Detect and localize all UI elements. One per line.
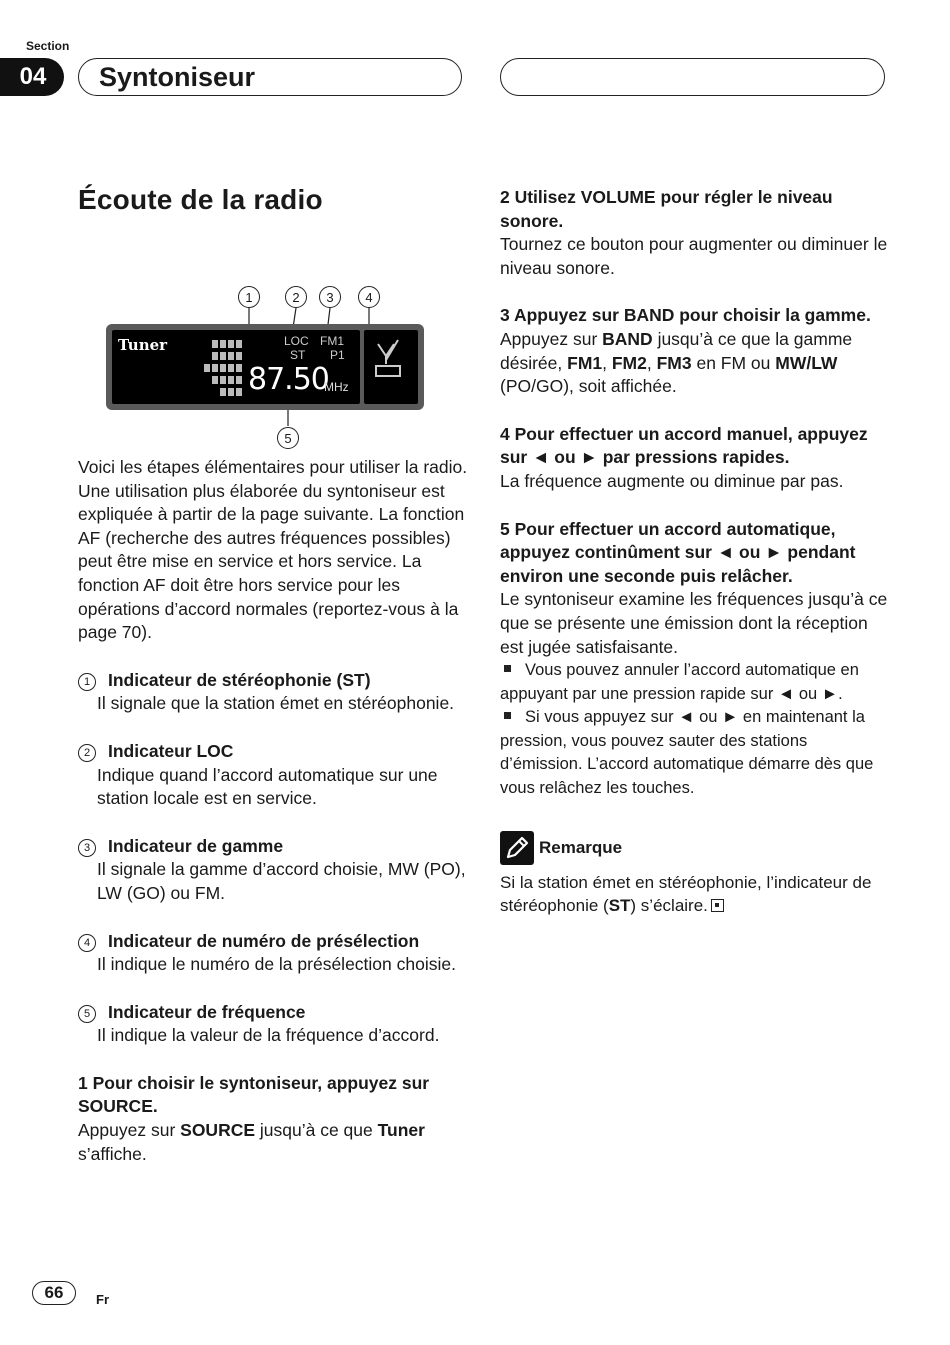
- page-number: 66: [32, 1281, 76, 1305]
- indicator-body: Il signale que la station émet en stéréophonie.: [97, 693, 455, 714]
- bullet-square-icon: [504, 665, 511, 672]
- header-right-pill: [500, 58, 885, 96]
- display-icon-screen: [364, 330, 418, 404]
- step-body: Appuyez sur BAND jusqu’à ce que la gamme désirée, FM1, FM2, FM3 en FM ou MW/LW (PO/GO), soit affichée.: [500, 328, 853, 397]
- bullet-item: Si vous appuyez sur ◄ ou ► en maintenant la pression, vous pouvez sauter des stations d’émission. L’accord automatique démarre dès que vous relâchez les touches.: [500, 708, 874, 798]
- tuner-display-figure: [78, 216, 468, 456]
- display-screen: [112, 330, 360, 404]
- step-title: 1 Pour choisir le syntoniseur, appuyez sur SOURCE.: [78, 1072, 430, 1117]
- indicator-body: Indique quand l’accord automatique sur une station locale est en service.: [97, 764, 438, 809]
- step-body: Appuyez sur SOURCE jusqu’à ce que Tuner s’affiche.: [78, 1120, 425, 1164]
- right-column: [500, 186, 890, 918]
- step-title: 5 Pour effectuer un accord automatique, appuyez continûment sur ◄ ou ► pendant environ une seconde puis relâcher.: [500, 518, 856, 586]
- end-mark-icon: [711, 899, 724, 912]
- intro-paragraph: Voici les étapes élémentaires pour utiliser la radio. Une utilisation plus élaborée du syntoniseur est expliquée à partir de la page suivante. La fonction AF (recherche des autres fréquences possibles) peut être mise en service et hors service. La fonction AF doit être hors service pour les opérations d’accord normales (reportez-vous à la page 70).: [78, 457, 468, 643]
- note-title: Remarque: [539, 837, 623, 857]
- preset-indicator: P1: [330, 348, 345, 362]
- indicator-number: 4: [78, 934, 96, 952]
- band-indicator: FM1: [320, 334, 344, 348]
- indicator-body: Il indique le numéro de la présélection choisie.: [97, 954, 456, 975]
- frequency-unit: MHz: [324, 380, 349, 394]
- note-header: [500, 831, 890, 865]
- indicator-item-3: [78, 835, 468, 906]
- callout-4: 4: [358, 286, 380, 308]
- indicator-number: 3: [78, 839, 96, 857]
- indicator-item-2: [78, 740, 468, 811]
- bullet-item: Vous pouvez annuler l’accord automatique en appuyant par une pression rapide sur ◄ ou ►.: [500, 661, 859, 703]
- language-code: Fr: [96, 1292, 109, 1307]
- step-4: [500, 423, 890, 494]
- callout-3: 3: [319, 286, 341, 308]
- step-body: Tournez ce bouton pour augmenter ou diminuer le niveau sonore.: [500, 234, 888, 278]
- step-5: [500, 518, 890, 801]
- display-source-label: Tuner: [118, 336, 168, 354]
- indicator-title: Indicateur de stéréophonie (ST): [108, 669, 371, 690]
- frequency-readout: 87.50: [248, 362, 329, 397]
- left-column: [78, 184, 468, 1166]
- step-1: [78, 1072, 468, 1166]
- section-number-badge: 04: [0, 58, 64, 96]
- callout-1: 1: [238, 286, 260, 308]
- step-3: [500, 304, 890, 398]
- pencil-note-icon: [500, 831, 534, 865]
- section-label: Section: [26, 39, 70, 53]
- indicator-body: Il indique la valeur de la fréquence d’accord.: [97, 1025, 440, 1046]
- indicator-number: 5: [78, 1005, 96, 1023]
- antenna-icon: [364, 330, 418, 404]
- indicator-item-5: [78, 1001, 468, 1048]
- indicator-title: Indicateur de gamme: [108, 835, 284, 856]
- indicator-title: Indicateur de fréquence: [108, 1001, 306, 1022]
- indicator-body: Il signale la gamme d’accord choisie, MW (PO), LW (GO) ou FM.: [97, 859, 466, 903]
- step-title: 4 Pour effectuer un accord manuel, appuyez sur ◄ ou ► par pressions rapides.: [500, 423, 868, 468]
- indicator-item-4: [78, 930, 468, 977]
- indicator-item-1: [78, 669, 468, 716]
- indicator-title: Indicateur LOC: [108, 740, 234, 761]
- st-indicator: ST: [290, 348, 306, 362]
- step-title: 2 Utilisez VOLUME pour régler le niveau sonore.: [500, 187, 833, 231]
- step-body: Le syntoniseur examine les fréquences jusqu’à ce que se présente une émission dont la réception est jugée satisfaisante.: [500, 589, 888, 657]
- step-2: [500, 186, 890, 280]
- step-title: 3 Appuyez sur BAND pour choisir la gamme.: [500, 305, 871, 326]
- indicator-number: 2: [78, 744, 96, 762]
- loc-indicator: LOC: [284, 334, 309, 348]
- page-heading: Écoute de la radio: [78, 184, 323, 215]
- bullet-square-icon: [504, 712, 511, 719]
- callout-2: 2: [285, 286, 307, 308]
- step-body: La fréquence augmente ou diminue par pas.: [500, 470, 844, 491]
- indicator-number: 1: [78, 673, 96, 691]
- note-body: Si la station émet en stéréophonie, l’indicateur de stéréophonie (ST) s’éclaire.: [500, 872, 872, 916]
- chapter-title: Syntoniseur: [78, 58, 462, 96]
- indicator-title: Indicateur de numéro de présélection: [108, 930, 420, 951]
- head-unit-display: [106, 324, 424, 410]
- callout-5: 5: [277, 427, 299, 449]
